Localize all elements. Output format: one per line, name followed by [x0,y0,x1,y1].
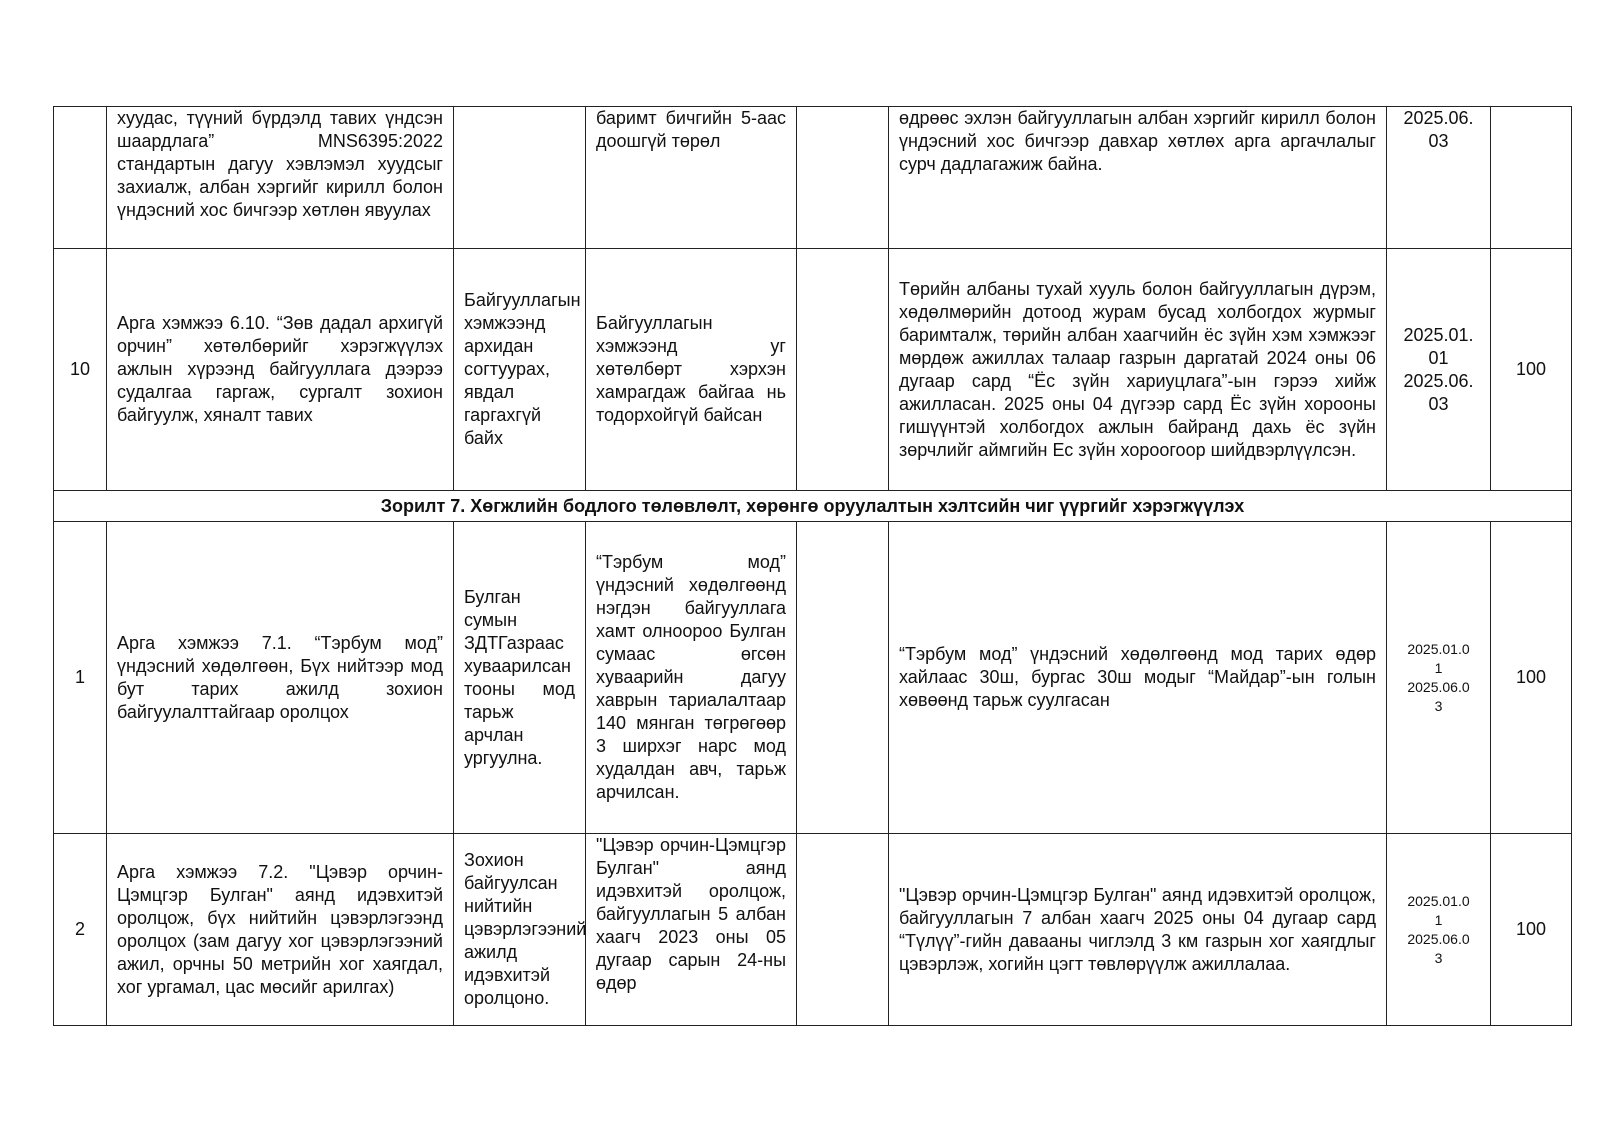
row-number [54,107,107,249]
indicator-cell: "Цэвэр орчин-Цэмцгэр Булган" аянд идэвхитэй оролцож, байгууллагын 5 албан хаагч 2023 оны 05 дугаар сарын 24-ны өдөр [586,834,797,1026]
empty-cell [797,107,889,249]
result-cell: Төрийн албаны тухай хууль болон байгууллагын дүрэм, хөдөлмөрийн дотоод журам бусад холбогдох журмыг баримталж, төрийн албан хаагчийн ёс зүйн хэм хэмжээг мөрдөж ажиллах талаар газрын даргатай 2024 оны 06 дугаар сард “Ёс зүйн хариуцлага”-ын гэрээ хийж ажилласан. 2025 оны 04 дүгээр сард Ёс зүйн хорооны гишүүнтэй холбогдох ажлын байранд дахь ёс зүйн зөрчлийг аймгийн Ес зүйн хороогоор шийдвэрлүүлсэн. [889,249,1387,491]
table-row [54,249,1572,491]
percent-cell [1491,107,1572,249]
percent-cell: 100 [1491,522,1572,834]
row-number: 10 [54,249,107,491]
empty-cell [797,522,889,834]
measure-cell: Арга хэмжээ 7.1. “Тэрбум мод” үндэсний хөдөлгөөн, Бүх нийтээр мод бут тарих ажилд зохион байгуулалттайгаар оролцох [107,522,454,834]
indicator-cell: баримт бичгийн 5-аас доошгүй төрөл [586,107,797,249]
row-number: 2 [54,834,107,1026]
section-header-row [54,491,1572,522]
measure-cell: Арга хэмжээ 7.2. "Цэвэр орчин-Цэмцгэр Булган" аянд идэвхитэй оролцож, бүх нийтийн цэвэрлэгээнд оролцох (зам дагуу хог цэвэрлэгээний ажил, орчны 50 метрийн хог хаягдал, хог ургамал, цас мөсийг арилгах) [107,834,454,1026]
date-cell: 2025.01.0 1 2025.06.0 3 [1387,834,1491,1026]
target-cell: Байгууллагын хэмжээнд архидан согтуурах, явдал гаргахгүй байх [454,249,586,491]
date-cell: 2025.01. 01 2025.06. 03 [1387,249,1491,491]
measure-cell: Арга хэмжээ 6.10. “Зөв дадал архигүй орчин” хөтөлбөрийг хэрэгжүүлэх ажлын хүрээнд байгууллага дээрээ судалгаа гаргаж, сургалт зохион байгуулж, хяналт тавих [107,249,454,491]
measure-cell: хуудас, түүний бүрдэлд тавих үндсэн шаардлага” MNS6395:2022 стандартын дагуу хэвлэмэл хуудсыг захиалж, албан хэргийг кирилл болон үндэсний хос бичгээр хөтлөн явуулах [107,107,454,249]
empty-cell [797,834,889,1026]
percent-cell: 100 [1491,249,1572,491]
date-cell: 2025.01.0 1 2025.06.0 3 [1387,522,1491,834]
date-cell: 2025.06. 03 [1387,107,1491,249]
target-cell [454,107,586,249]
percent-cell: 100 [1491,834,1572,1026]
target-cell: Булган сумын ЗДТГазраас хуваарилсан тооны мод тарьж арчлан ургуулна. [454,522,586,834]
result-cell: өдрөөс эхлэн байгууллагын албан хэргийг кирилл болон үндэсний хос бичгээр давхар хөтлөх арга аргачлалыг сурч дадлагажиж байна. [889,107,1387,249]
empty-cell [797,249,889,491]
indicator-cell: Байгууллагын хэмжээнд уг хөтөлбөрт хэрхэн хамрагдаж байгаа нь тодорхойгүй байсан [586,249,797,491]
indicator-cell: “Тэрбум мод” үндэсний хөдөлгөөнд нэгдэн байгууллага хамт олноороо Булган сумаас өгсөн хуваарийн дагуу хаврын тариалалтаар 140 мянган төгрөгөөр 3 ширхэг нарс мод худалдан авч, тарьж арчилсан. [586,522,797,834]
table-row [54,107,1572,249]
target-cell: Зохион байгуулсан нийтийн цэвэрлэгээний ажилд идэвхитэй оролцоно. [454,834,586,1026]
result-cell: "Цэвэр орчин-Цэмцгэр Булган" аянд идэвхитэй оролцож, байгууллагын 7 албан хаагч 2025 оны 04 дугаар сард “Түлүү”-гийн давааны чиглэлд 3 км газрын хог хаягдлыг цэвэрлэж, хогийн цэгт төвлөрүүлж ажиллалаа. [889,834,1387,1026]
table-row [54,522,1572,834]
section-title: Зорилт 7. Хөгжлийн бодлого төлөвлөлт, хөрөнгө оруулалтын хэлтсийн чиг үүргийг хэрэгжүүлэх [54,491,1572,522]
table-row [54,834,1572,1026]
result-cell: “Тэрбум мод” үндэсний хөдөлгөөнд мод тарих өдөр хайлаас 30ш, бургас 30ш модыг “Майдар”-ын голын хөвөөнд тарьж суулгасан [889,522,1387,834]
row-number: 1 [54,522,107,834]
activity-table [53,106,1572,1026]
